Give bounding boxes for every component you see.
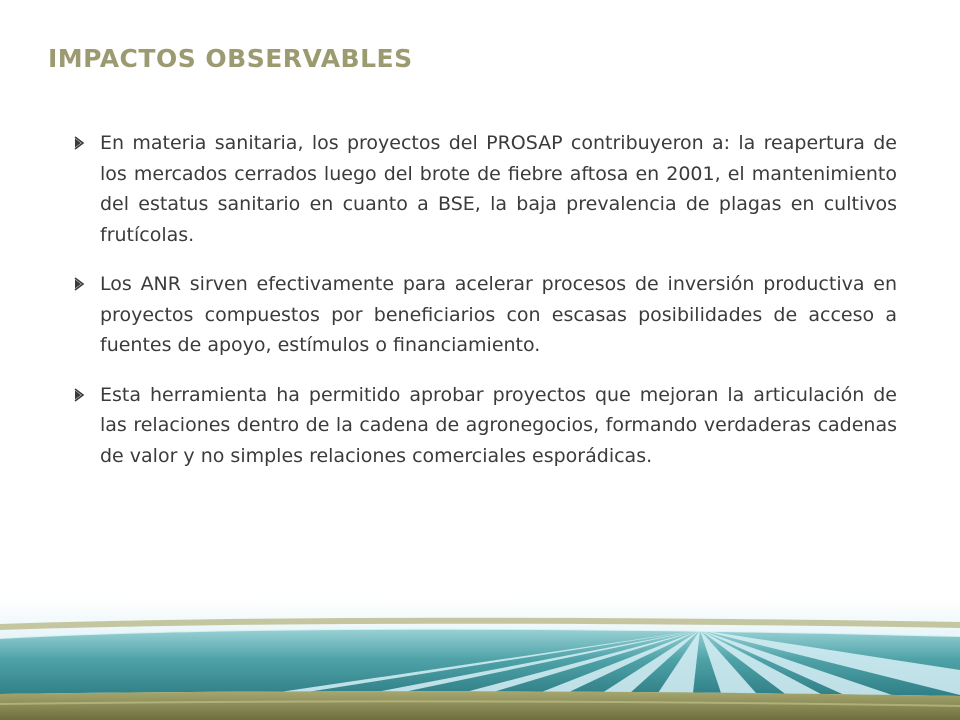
bullet-text: Esta herramienta ha permitido aprobar proyectos que mejoran la articulación de las relaciones dentro de la cadena de agronegocios, formando verdaderas cadenas de valor y no simples relaciones comerciales esporádicas. xyxy=(100,383,897,467)
bullet-text: Los ANR sirven efectivamente para acelerar procesos de inversión productiva en proyectos compuestos por beneficiarios con escasas posibilidades de acceso a fuentes de apoyo, estímulos o financiamiento. xyxy=(100,273,897,356)
bullet-item xyxy=(72,269,897,361)
bullet-item xyxy=(72,128,897,250)
arrowhead-bullet-icon xyxy=(72,269,86,299)
bullet-text: En materia sanitaria, los proyectos del PROSAP contribuyeron a: la reapertura de los mercados cerrados luego del brote de fiebre aftosa en 2001, el mantenimiento del estatus sanitario en cuanto a BSE, la baja prevalencia de plagas en cultivos frutícolas. xyxy=(100,132,897,246)
slide-title: IMPACTOS OBSERVABLES xyxy=(48,44,413,73)
bullet-item xyxy=(72,380,897,472)
arrowhead-bullet-icon xyxy=(72,380,86,410)
decorative-field-band xyxy=(0,600,960,720)
bullet-list xyxy=(72,128,897,490)
arrowhead-bullet-icon xyxy=(72,128,86,158)
